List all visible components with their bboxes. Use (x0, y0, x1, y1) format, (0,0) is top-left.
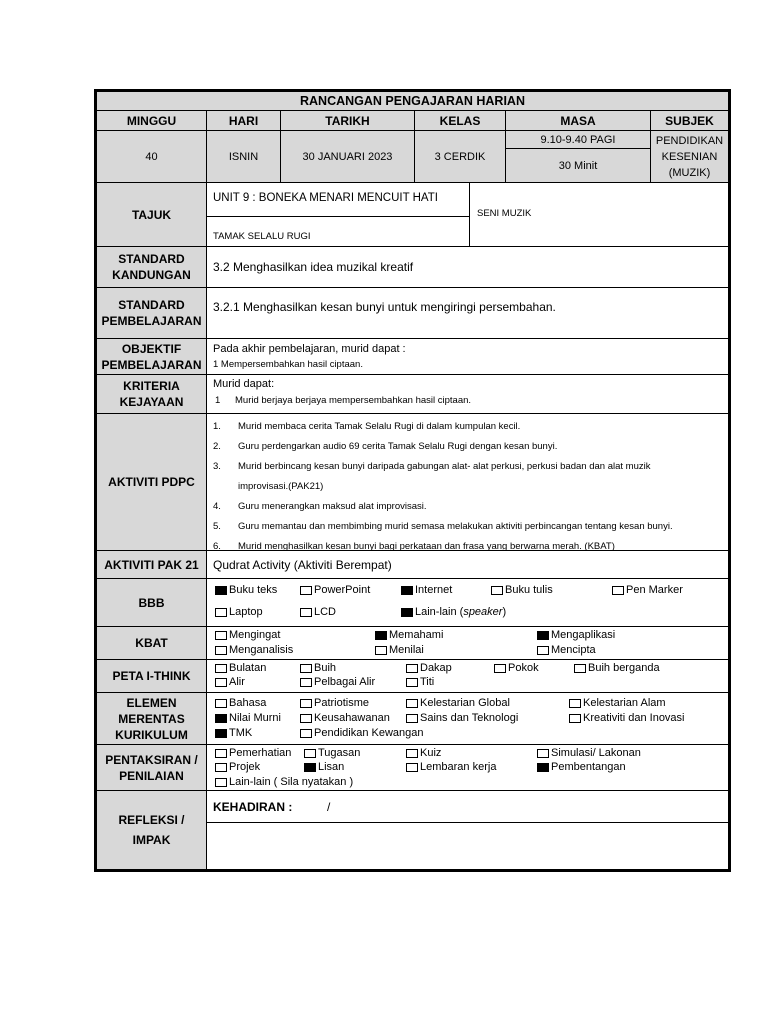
label-standard-pembelajaran: STANDARD PEMBELAJARAN (97, 288, 207, 339)
value-kelas: 3 CERDIK (415, 131, 506, 183)
standard-kandungan-text: 3.2 Menghasilkan idea muzikal kreatif (213, 260, 414, 274)
kriteria-cell (207, 375, 728, 414)
pentaksiran-option-label: Tugasan (318, 747, 361, 759)
kbat-cell (207, 627, 728, 660)
kbat-option-menganalisis[interactable] (215, 644, 293, 657)
unchecked-box-icon[interactable] (574, 664, 586, 673)
bbb-option-buku-teks[interactable] (215, 584, 277, 597)
unchecked-box-icon[interactable] (215, 778, 227, 787)
peta-option-buih[interactable] (300, 662, 336, 675)
aktiviti-item (213, 436, 673, 456)
kbat-option-label: Menganalisis (229, 644, 294, 656)
tajuk-seni: SENI MUZIK (477, 208, 532, 219)
value-masa-time: 9.10-9.40 PAGI (506, 131, 651, 149)
lesson-plan-table (94, 89, 731, 872)
peta-option-pelbagai-alir[interactable] (300, 676, 375, 689)
unchecked-box-icon[interactable] (215, 608, 227, 617)
pentaksiran-option-simulasi-lakonan[interactable] (537, 747, 641, 760)
emk-option-kelestarian-global[interactable] (406, 697, 510, 710)
peta-cell (207, 660, 728, 693)
label-kbat: KBAT (97, 627, 207, 660)
checked-box-icon[interactable] (375, 631, 387, 640)
aktiviti-number: 1. (213, 420, 221, 432)
pentaksiran-option-lain-lain-sila-nyatakan[interactable] (215, 776, 353, 789)
pentaksiran-option-projek[interactable] (215, 761, 260, 774)
kehadiran-label: KEHADIRAN : (213, 800, 293, 814)
unchecked-box-icon[interactable] (215, 699, 227, 708)
emk-option-tmk[interactable] (215, 727, 252, 740)
objektif-item: 1 Mempersembahkan hasil ciptaan. (213, 359, 363, 370)
value-hari: ISNIN (207, 131, 281, 183)
unchecked-box-icon[interactable] (537, 749, 549, 758)
unchecked-box-icon[interactable] (300, 664, 312, 673)
aktiviti-text: Murid berbincang kesan bunyi daripada gabungan alat- alat perkusi, perkusi badan dan alat muzik (238, 460, 651, 472)
pentaksiran-option-pembentangan[interactable] (537, 761, 626, 774)
header-kelas: KELAS (415, 111, 506, 131)
label-elemen: ELEMEN MERENTAS KURIKULUM (97, 693, 207, 745)
value-minggu: 40 (97, 131, 207, 183)
header-hari: HARI (207, 111, 281, 131)
pentaksiran-option-label: Lain-lain ( Sila nyatakan ) (229, 776, 354, 788)
peta-option-label: Buih berganda (588, 662, 660, 674)
objektif-intro: Pada akhir pembelajaran, murid dapat : (213, 343, 406, 355)
bbb-option-label: PowerPoint (314, 584, 371, 596)
bbb-option-internet[interactable] (401, 584, 452, 597)
objektif-cell (207, 339, 728, 375)
aktiviti-number: 3. (213, 460, 221, 472)
label-pentaksiran: PENTAKSIRAN / PENILAIAN (97, 745, 207, 791)
bbb-option-buku-tulis[interactable] (491, 584, 553, 597)
unchecked-box-icon[interactable] (612, 586, 624, 595)
unchecked-box-icon[interactable] (215, 646, 227, 655)
bbb-option-laptop[interactable] (215, 606, 263, 619)
kbat-option-label: Mengingat (229, 629, 281, 641)
emk-cell (207, 693, 728, 745)
unchecked-box-icon[interactable] (569, 699, 581, 708)
kriteria-item: Murid berjaya berjaya mempersembahkan hasil ciptaan. (235, 395, 472, 406)
pentaksiran-option-label: Projek (229, 761, 261, 773)
emk-option-kelestarian-alam[interactable] (569, 697, 666, 710)
aktiviti-number: 2. (213, 440, 221, 452)
label-aktiviti-pak21: AKTIVITI PAK 21 (97, 551, 207, 579)
aktiviti-text: Murid menghasilkan kesan bunyi bagi perkataan dan frasa yang berwarna merah. (KBAT) (238, 540, 615, 551)
kbat-option-label: Memahami (389, 629, 444, 641)
standard-pembelajaran-cell (207, 288, 728, 339)
unchecked-box-icon[interactable] (375, 646, 387, 655)
aktiviti-list (213, 416, 673, 551)
peta-option-alir[interactable] (215, 676, 245, 689)
peta-option-bulatan[interactable] (215, 662, 266, 675)
peta-option-label: Pelbagai Alir (314, 676, 376, 688)
aktiviti-cell (207, 414, 728, 551)
peta-option-label: Buih (314, 662, 337, 674)
pentaksiran-option-lembaran-kerja[interactable] (406, 761, 496, 774)
bbb-option-powerpoint[interactable] (300, 584, 370, 597)
bbb-option-label: Pen Marker (626, 584, 683, 596)
emk-option-keusahawanan[interactable] (300, 712, 390, 725)
pentaksiran-option-label: Pembentangan (551, 761, 626, 773)
pak21-cell (207, 551, 728, 579)
emk-option-label: Patriotisme (314, 697, 370, 709)
unchecked-box-icon[interactable] (406, 678, 418, 687)
pentaksiran-option-label: Pemerhatian (229, 747, 292, 759)
bbb-option-label: Buku tulis (505, 584, 553, 596)
tajuk-unit-cell (207, 183, 470, 217)
emk-option-nilai-murni[interactable] (215, 712, 281, 725)
emk-option-label: Keusahawanan (314, 712, 390, 724)
unchecked-box-icon[interactable] (300, 714, 312, 723)
refleksi-notes-cell[interactable] (207, 823, 728, 869)
unchecked-box-icon[interactable] (300, 729, 312, 738)
emk-option-pendidikan-kewangan[interactable] (300, 727, 423, 740)
checked-box-icon[interactable] (215, 714, 227, 723)
peta-option-buih-berganda[interactable] (574, 662, 660, 675)
aktiviti-item (213, 496, 673, 516)
tajuk-sub-cell (207, 217, 470, 247)
peta-option-pokok[interactable] (494, 662, 539, 675)
standard-kandungan-cell (207, 247, 728, 288)
label-bbb: BBB (97, 579, 207, 627)
bbb-option-label: LCD (314, 606, 337, 618)
peta-option-label: Pokok (508, 662, 539, 674)
checked-box-icon[interactable] (537, 763, 549, 772)
bbb-option-pen-marker[interactable] (612, 584, 683, 597)
kbat-option-mengingat[interactable] (215, 629, 280, 642)
header-subjek: SUBJEK (651, 111, 728, 131)
label-standard-kandungan: STANDARD KANDUNGAN (97, 247, 207, 288)
kbat-option-memahami[interactable] (375, 629, 443, 642)
emk-option-label: Kelestarian Alam (583, 697, 666, 709)
aktiviti-text: Guru perdengarkan audio 69 cerita Tamak Selalu Rugi dengan kesan bunyi. (238, 440, 558, 452)
aktiviti-text: improvisasi.(PAK21) (238, 480, 324, 492)
checked-box-icon[interactable] (215, 586, 227, 595)
kriteria-num: 1 (215, 395, 221, 406)
peta-option-titi[interactable] (406, 676, 434, 689)
bbb-cell (207, 579, 728, 627)
aktiviti-number: 5. (213, 520, 221, 532)
tajuk-unit: UNIT 9 : BONEKA MENARI MENCUIT HATI (213, 192, 438, 204)
bbb-option-lcd[interactable] (300, 606, 336, 619)
emk-option-sains-dan-teknologi[interactable] (406, 712, 518, 725)
pentaksiran-option-kuiz[interactable] (406, 747, 441, 760)
aktiviti-text: Murid membaca cerita Tamak Selalu Rugi di dalam kumpulan kecil. (238, 420, 521, 432)
tajuk-seni-cell (470, 183, 728, 247)
kbat-option-label: Mengaplikasi (551, 629, 616, 641)
emk-option-kreativiti-dan-inovasi[interactable] (569, 712, 685, 725)
header-tarikh: TARIKH (281, 111, 415, 131)
emk-option-label: Bahasa (229, 697, 267, 709)
kbat-option-label: Menilai (389, 644, 424, 656)
aktiviti-text: Guru menerangkan maksud alat improvisasi. (238, 500, 427, 512)
kbat-option-menilai[interactable] (375, 644, 424, 657)
emk-option-patriotisme[interactable] (300, 697, 369, 710)
label-objektif: OBJEKTIF PEMBELAJARAN (97, 339, 207, 375)
checked-box-icon[interactable] (537, 631, 549, 640)
standard-pembelajaran-text: 3.2.1 Menghasilkan kesan bunyi untuk mengiringi persembahan. (213, 300, 556, 314)
checked-box-icon[interactable] (401, 608, 413, 617)
unchecked-box-icon[interactable] (569, 714, 581, 723)
bbb-option-lain-lain[interactable] (401, 606, 506, 619)
checked-box-icon[interactable] (401, 586, 413, 595)
unchecked-box-icon[interactable] (406, 749, 418, 758)
label-kriteria: KRITERIA KEJAYAAN (97, 375, 207, 414)
pentaksiran-cell (207, 745, 728, 791)
emk-option-label: Kreativiti dan Inovasi (583, 712, 685, 724)
unchecked-box-icon[interactable] (537, 646, 549, 655)
unchecked-box-icon[interactable] (215, 678, 227, 687)
unchecked-box-icon[interactable] (215, 749, 227, 758)
pentaksiran-option-label: Lembaran kerja (420, 761, 497, 773)
kehadiran-cell (207, 791, 728, 823)
kbat-option-label: Mencipta (551, 644, 596, 656)
unchecked-box-icon[interactable] (494, 664, 506, 673)
label-refleksi: REFLEKSI / IMPAK (97, 791, 207, 869)
bbb-option-label: Buku teks (229, 584, 278, 596)
page-title: RANCANGAN PENGAJARAN HARIAN (299, 94, 525, 108)
checked-box-icon[interactable] (304, 763, 316, 772)
peta-option-dakap[interactable] (406, 662, 452, 675)
emk-option-label: Nilai Murni (229, 712, 281, 724)
aktiviti-item (213, 536, 673, 551)
kbat-option-mencipta[interactable] (537, 644, 596, 657)
unchecked-box-icon[interactable] (300, 586, 312, 595)
kehadiran-slash: / (327, 800, 331, 814)
bbb-option-label: Internet (415, 584, 453, 596)
emk-option-label: Sains dan Teknologi (420, 712, 519, 724)
emk-option-label: Kelestarian Global (420, 697, 510, 709)
pak21-text: Qudrat Activity (Aktiviti Berempat) (213, 558, 392, 572)
emk-option-bahasa[interactable] (215, 697, 266, 710)
kriteria-intro: Murid dapat: (213, 378, 275, 390)
label-aktiviti-pdpc: AKTIVITI PDPC (97, 414, 207, 551)
aktiviti-item (213, 456, 673, 476)
value-subjek: PENDIDIKAN KESENIAN (MUZIK) (651, 131, 728, 183)
tajuk-sub: TAMAK SELALU RUGI (213, 231, 311, 242)
unchecked-box-icon[interactable] (406, 664, 418, 673)
pentaksiran-option-label: Simulasi/ Lakonan (551, 747, 641, 759)
pentaksiran-option-label: Kuiz (420, 747, 442, 759)
aktiviti-item (213, 516, 673, 536)
unchecked-box-icon[interactable] (300, 608, 312, 617)
peta-option-label: Dakap (420, 662, 452, 674)
emk-option-label: TMK (229, 727, 253, 739)
value-tarikh: 30 JANUARI 2023 (281, 131, 415, 183)
bbb-option-label: Lain-lain ( (415, 606, 464, 618)
title-cell (97, 92, 728, 111)
checked-box-icon[interactable] (215, 729, 227, 738)
peta-option-label: Alir (229, 676, 245, 688)
unchecked-box-icon[interactable] (491, 586, 503, 595)
unchecked-box-icon[interactable] (215, 664, 227, 673)
pentaksiran-option-pemerhatian[interactable] (215, 747, 291, 760)
label-tajuk: TAJUK (97, 183, 207, 247)
aktiviti-number: 6. (213, 540, 221, 551)
header-masa: MASA (506, 111, 651, 131)
unchecked-box-icon[interactable] (300, 699, 312, 708)
unchecked-box-icon[interactable] (304, 749, 316, 758)
unchecked-box-icon[interactable] (406, 714, 418, 723)
aktiviti-item (213, 416, 673, 436)
unchecked-box-icon[interactable] (406, 699, 418, 708)
emk-option-label: Pendidikan Kewangan (314, 727, 424, 739)
kbat-option-mengaplikasi[interactable] (537, 629, 615, 642)
header-minggu: MINGGU (97, 111, 207, 131)
pentaksiran-option-label: Lisan (318, 761, 345, 773)
unchecked-box-icon[interactable] (406, 763, 418, 772)
bbb-option-close: ) (502, 606, 507, 618)
peta-option-label: Bulatan (229, 662, 267, 674)
value-masa-duration: 30 Minit (506, 149, 651, 183)
pentaksiran-option-lisan[interactable] (304, 761, 344, 774)
aktiviti-number: 4. (213, 500, 221, 512)
pentaksiran-option-tugasan[interactable] (304, 747, 360, 760)
label-peta: PETA I-THINK (97, 660, 207, 693)
peta-option-label: Titi (420, 676, 435, 688)
aktiviti-text: Guru memantau dan membimbing murid semasa melakukan aktiviti perbincangan tentang kesan bunyi. (238, 520, 673, 532)
unchecked-box-icon[interactable] (215, 763, 227, 772)
unchecked-box-icon[interactable] (300, 678, 312, 687)
aktiviti-item (213, 476, 673, 496)
unchecked-box-icon[interactable] (215, 631, 227, 640)
bbb-option-extra: speaker (463, 606, 503, 618)
bbb-option-label: Laptop (229, 606, 263, 618)
